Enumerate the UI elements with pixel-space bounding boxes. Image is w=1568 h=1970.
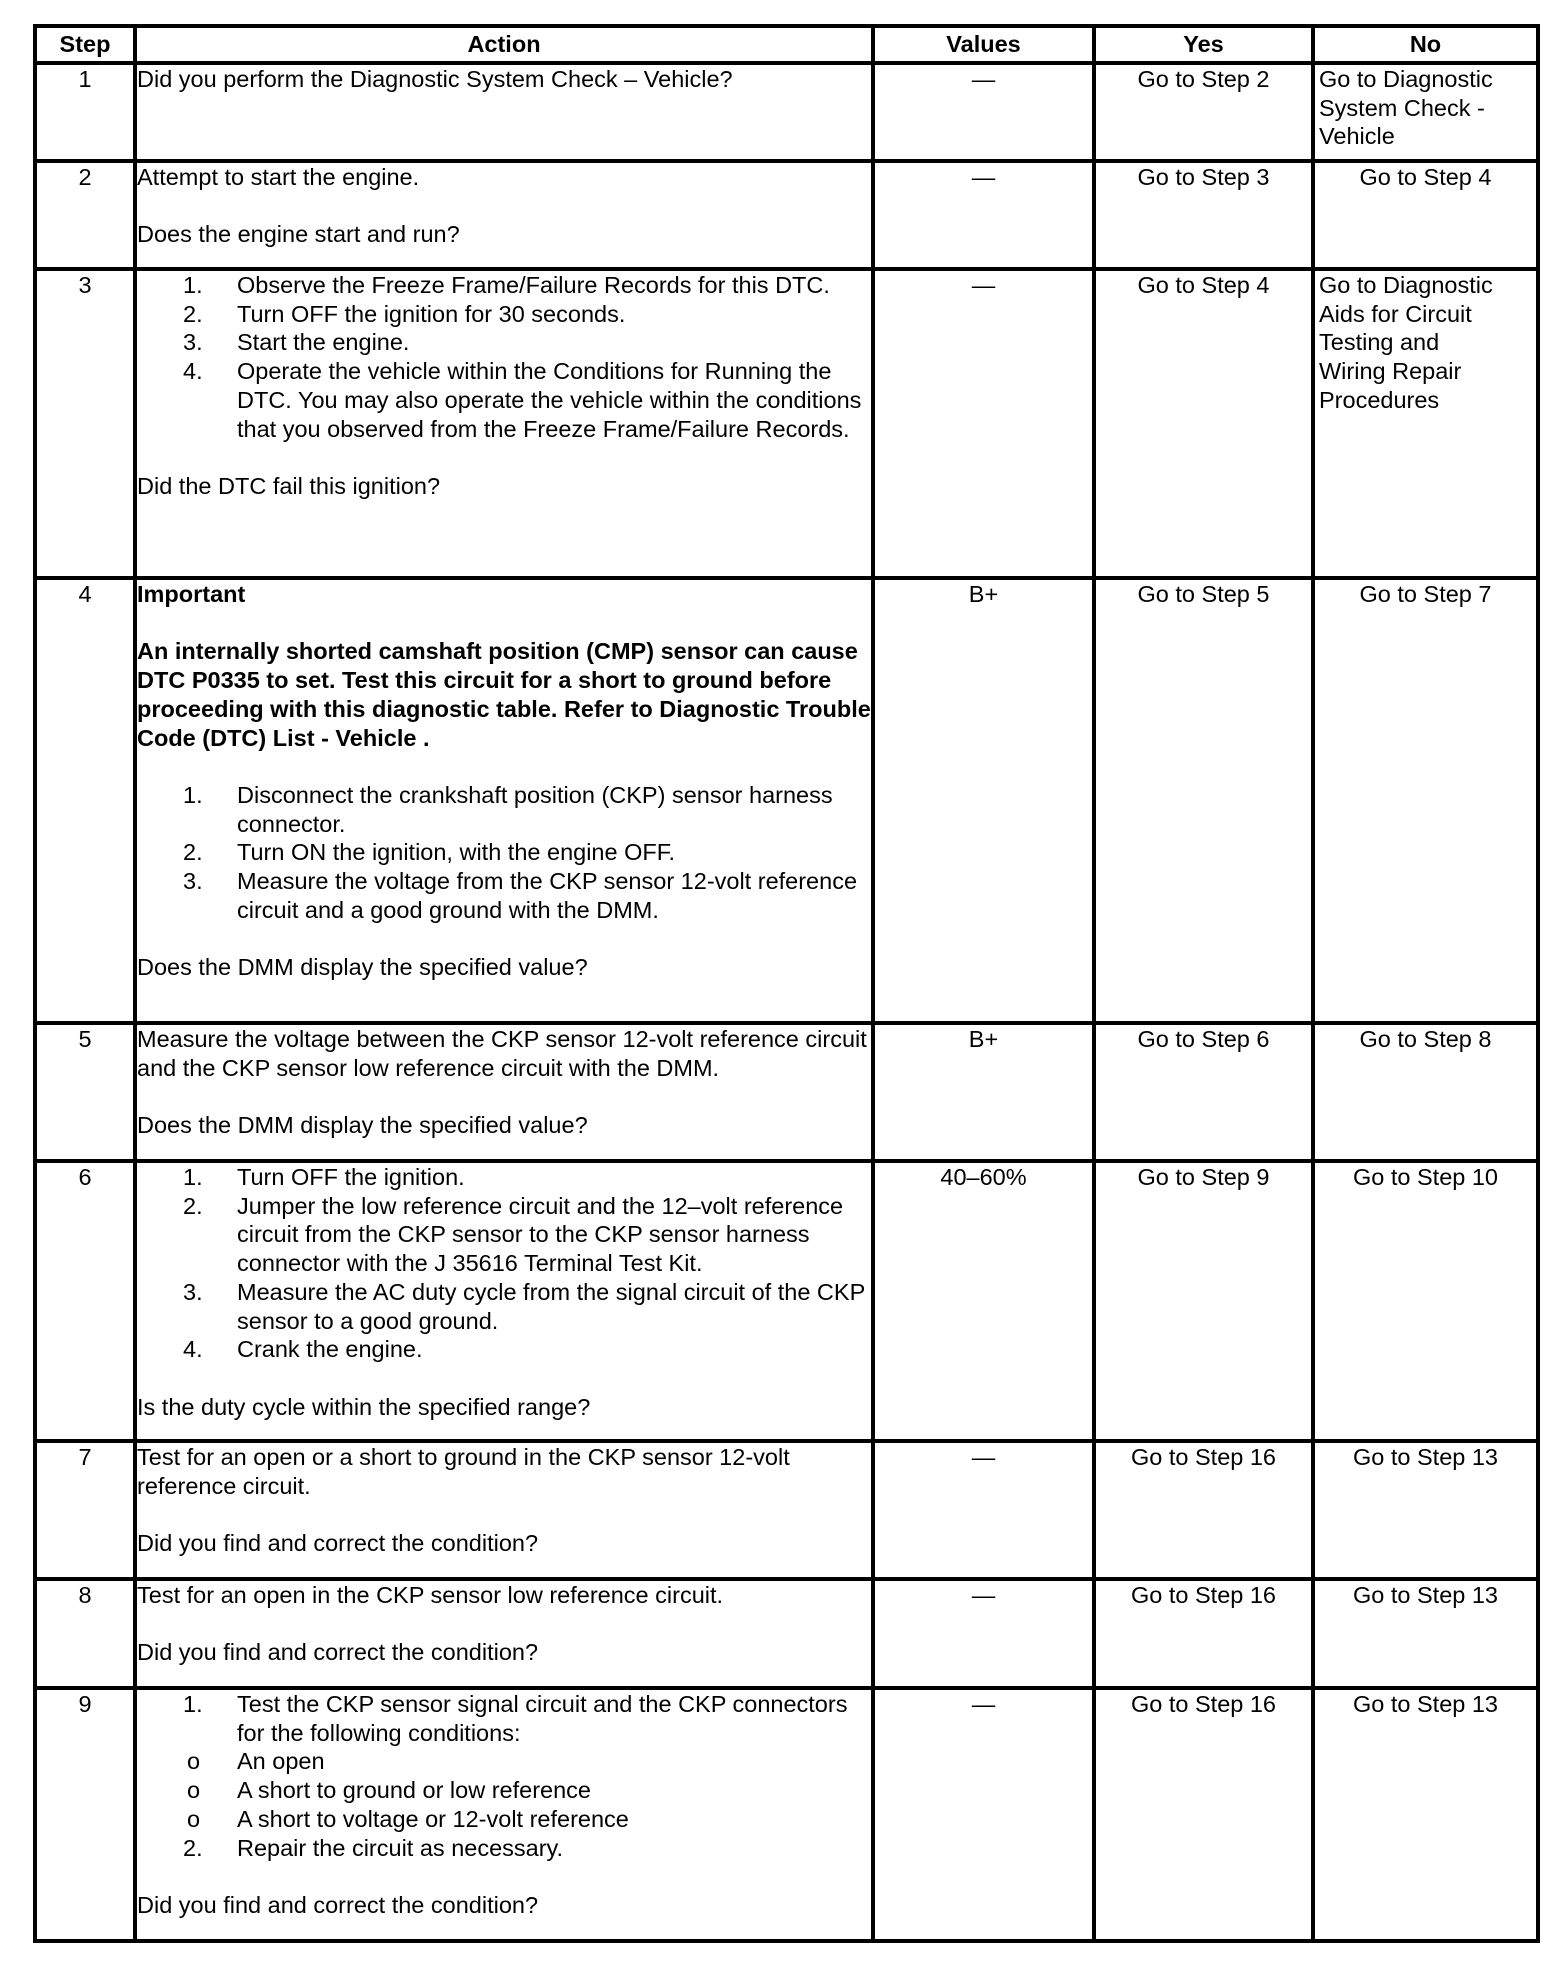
important-heading: Important — [137, 581, 246, 607]
values-cell: — — [873, 269, 1094, 578]
no-line: Aids for Circuit — [1319, 300, 1472, 327]
table-row — [35, 161, 1538, 269]
procedure-list — [137, 271, 871, 443]
table-row — [35, 1441, 1538, 1579]
action-text: Test for an open in the CKP sensor low reference circuit. — [137, 1582, 724, 1608]
item-number: 3. — [183, 1278, 203, 1305]
action-cell — [135, 269, 873, 578]
list-item — [137, 1805, 871, 1834]
action-question: Does the DMM display the specified value? — [137, 954, 588, 981]
procedure-list — [137, 1690, 871, 1747]
action-cell — [135, 1579, 873, 1688]
header-values: Values — [873, 26, 1094, 63]
no-cell: Go to Step 10 — [1313, 1161, 1538, 1441]
bullet: o — [187, 1777, 201, 1804]
procedure-list — [137, 1834, 871, 1863]
list-item — [137, 271, 871, 300]
action-question: Is the duty cycle within the specified range? — [137, 1393, 591, 1420]
item-number: 2. — [183, 300, 203, 327]
values-cell: B+ — [873, 1023, 1094, 1161]
item-text: Turn OFF the ignition. — [237, 1164, 465, 1190]
list-item — [137, 1747, 871, 1776]
diagnostic-table — [33, 24, 1540, 1943]
item-text: Start the engine. — [237, 329, 410, 356]
list-item — [137, 300, 871, 329]
action-cell — [135, 63, 873, 161]
action-text: Measure the voltage between the CKP sensor 12-volt reference circuit and the CKP sensor low reference circuit with the DMM. — [137, 1026, 867, 1081]
action-cell — [135, 1161, 873, 1441]
item-text: Disconnect the crankshaft position (CKP) sensor harness connector. — [237, 781, 833, 837]
table-row — [35, 1688, 1538, 1941]
action-cell — [135, 1023, 873, 1161]
procedure-list — [137, 781, 871, 925]
item-text: Jumper the low reference circuit and the 12–volt reference circuit from the CKP sensor to the CKP sensor harness connector with the J 35616 Terminal Test Kit. — [237, 1192, 844, 1277]
header-no: No — [1313, 26, 1538, 63]
no-line: Procedures — [1319, 386, 1440, 413]
item-number: 3. — [183, 868, 203, 894]
step-number: 8 — [35, 1579, 135, 1688]
list-item — [137, 1690, 871, 1747]
no-cell: Go to Step 4 — [1313, 161, 1538, 269]
item-number: 4. — [183, 358, 203, 385]
no-line: Go to Diagnostic — [1319, 272, 1493, 298]
no-line: System Check - — [1319, 94, 1485, 121]
yes-cell: Go to Step 9 — [1094, 1161, 1313, 1441]
values-cell: — — [873, 1441, 1094, 1579]
values-cell: — — [873, 161, 1094, 269]
step-number: 1 — [35, 63, 135, 161]
action-question: Did you find and correct the condition? — [137, 1530, 539, 1557]
header-yes: Yes — [1094, 26, 1313, 63]
yes-cell: Go to Step 16 — [1094, 1688, 1313, 1941]
item-number: 1. — [183, 272, 203, 298]
no-cell — [1313, 269, 1538, 578]
table-row — [35, 578, 1538, 1023]
procedure-list — [137, 1163, 871, 1364]
list-item — [137, 1192, 871, 1278]
list-item — [137, 357, 871, 443]
values-cell: B+ — [873, 578, 1094, 1023]
no-cell: Go to Step 8 — [1313, 1023, 1538, 1161]
values-cell: — — [873, 1688, 1094, 1941]
item-text: Measure the voltage from the CKP sensor 12-volt reference circuit and a good ground with the DMM. — [237, 868, 858, 923]
action-question: Did you find and correct the condition? — [137, 1891, 539, 1918]
item-text: Observe the Freeze Frame/Failure Records for this DTC. — [237, 272, 830, 298]
yes-cell: Go to Step 16 — [1094, 1579, 1313, 1688]
no-line: Wiring Repair — [1319, 358, 1462, 385]
no-cell: Go to Step 7 — [1313, 578, 1538, 1023]
item-text: Repair the circuit as necessary. — [237, 1834, 564, 1861]
bullet: o — [187, 1748, 201, 1775]
list-item — [137, 1278, 871, 1335]
table-row — [35, 269, 1538, 578]
list-item — [137, 1163, 871, 1192]
condition-list — [137, 1747, 871, 1833]
item-number: 4. — [183, 1336, 203, 1363]
action-text: Test for an open or a short to ground in the CKP sensor 12-volt reference circuit. — [137, 1444, 790, 1499]
item-number: 2. — [183, 839, 203, 866]
item-text: A short to voltage or 12-volt reference — [237, 1805, 629, 1832]
yes-cell: Go to Step 4 — [1094, 269, 1313, 578]
list-item — [137, 867, 871, 924]
values-cell: 40–60% — [873, 1161, 1094, 1441]
yes-cell: Go to Step 16 — [1094, 1441, 1313, 1579]
action-question: Does the engine start and run? — [137, 221, 460, 248]
yes-cell: Go to Step 6 — [1094, 1023, 1313, 1161]
bullet: o — [187, 1805, 201, 1832]
item-text: Test the CKP sensor signal circuit and the CKP connectors for the following conditions: — [237, 1691, 848, 1746]
item-text: Operate the vehicle within the Conditions for Running the DTC. You may also operate the vehicle within the conditions that you observed from the Freeze Frame/Failure Records. — [237, 358, 862, 442]
item-number: 3. — [183, 329, 203, 356]
item-text: Turn ON the ignition, with the engine OFF. — [237, 839, 676, 866]
action-question: Did the DTC fail this ignition? — [137, 472, 441, 499]
header-action: Action — [135, 26, 873, 63]
step-number: 9 — [35, 1688, 135, 1941]
list-item — [137, 1335, 871, 1364]
yes-cell: Go to Step 5 — [1094, 578, 1313, 1023]
no-line: Testing and — [1319, 329, 1440, 356]
list-item — [137, 838, 871, 867]
table-row — [35, 1579, 1538, 1688]
no-line: Go to Diagnostic — [1319, 66, 1493, 92]
action-question: Does the DMM display the specified value? — [137, 1112, 588, 1139]
step-number: 5 — [35, 1023, 135, 1161]
no-line: Vehicle — [1319, 123, 1395, 150]
table-row — [35, 1161, 1538, 1441]
action-cell — [135, 161, 873, 269]
values-cell: — — [873, 1579, 1094, 1688]
item-text: A short to ground or low reference — [237, 1777, 592, 1804]
values-cell: — — [873, 63, 1094, 161]
no-cell: Go to Step 13 — [1313, 1688, 1538, 1941]
no-cell: Go to Step 13 — [1313, 1579, 1538, 1688]
action-cell — [135, 1441, 873, 1579]
step-number: 6 — [35, 1161, 135, 1441]
list-item — [137, 1776, 871, 1805]
header-row — [35, 26, 1538, 63]
step-number: 2 — [35, 161, 135, 269]
item-number: 1. — [183, 1164, 203, 1190]
list-item — [137, 1834, 871, 1863]
table-row — [35, 1023, 1538, 1161]
step-number: 4 — [35, 578, 135, 1023]
item-number: 2. — [183, 1834, 203, 1861]
yes-cell: Go to Step 2 — [1094, 63, 1313, 161]
step-number: 3 — [35, 269, 135, 578]
important-note: An internally shorted camshaft position (CMP) sensor can cause DTC P0335 to set. Test this circuit for a short to ground before proceeding with this diagnostic table. Refer to Diagnostic Trouble Code (DTC) List - Vehicle . — [137, 638, 871, 751]
action-cell — [135, 1688, 873, 1941]
item-text: Measure the AC duty cycle from the signal circuit of the CKP sensor to a good ground. — [237, 1278, 865, 1334]
item-text: Turn OFF the ignition for 30 seconds. — [237, 300, 626, 327]
header-step: Step — [35, 26, 135, 63]
step-number: 7 — [35, 1441, 135, 1579]
action-text: Did you perform the Diagnostic System Check – Vehicle? — [137, 66, 733, 92]
item-text: An open — [237, 1748, 325, 1775]
item-number: 1. — [183, 781, 203, 808]
no-cell — [1313, 63, 1538, 161]
item-number: 1. — [183, 1691, 203, 1717]
action-cell — [135, 578, 873, 1023]
list-item — [137, 328, 871, 357]
table-row — [35, 63, 1538, 161]
item-number: 2. — [183, 1192, 203, 1219]
action-text: Attempt to start the engine. — [137, 164, 420, 190]
list-item — [137, 781, 871, 838]
no-cell: Go to Step 13 — [1313, 1441, 1538, 1579]
action-question: Did you find and correct the condition? — [137, 1639, 539, 1666]
yes-cell: Go to Step 3 — [1094, 161, 1313, 269]
item-text: Crank the engine. — [237, 1336, 423, 1363]
